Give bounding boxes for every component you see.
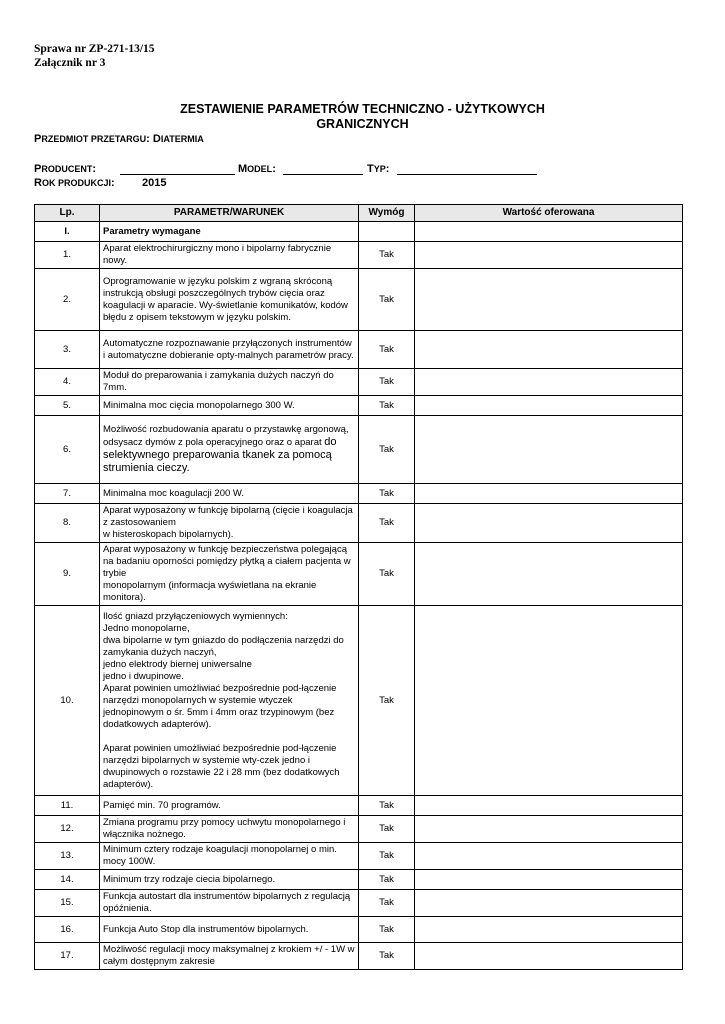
document-title	[0, 102, 725, 132]
row-number: 8.	[35, 504, 100, 543]
row-offered-value[interactable]	[415, 796, 683, 816]
row-parameter: Możliwość regulacji mocy maksymalnej z krokiem +/ - 1W w całym dostępnym zakresie	[100, 943, 359, 970]
section-row	[35, 222, 683, 242]
row-offered-value[interactable]	[415, 606, 683, 796]
row-requirement: Tak	[359, 242, 415, 269]
row-parameter-part-a: Możliwość rozbudowania aparatu o przystawkę argonową, odsysacz dymów z pola operacyjnego oraz o aparat	[103, 424, 349, 448]
row-parameter: Automatyczne rozpoznawanie przyłączonych instrumentów i automatyczne dobieranie opty-malnych parametrów pracy.	[100, 331, 359, 369]
row-number: 16.	[35, 917, 100, 943]
row-number: 17.	[35, 943, 100, 970]
row-requirement: Tak	[359, 943, 415, 970]
col-header-lp: Lp.	[35, 205, 100, 222]
table-row	[35, 870, 683, 890]
case-number: Sprawa nr ZP-271-13/15	[34, 43, 155, 55]
row-offered-value[interactable]	[415, 242, 683, 269]
row-requirement: Tak	[359, 484, 415, 504]
table-row	[35, 843, 683, 870]
row-parameter: Aparat wyposażony w funkcję bipolarną (cięcie i koagulacja z zastosowaniem w histeroskopach bipolarnych).	[100, 504, 359, 543]
production-year-field: ROK PRODUKCJI:	[34, 177, 115, 189]
row-offered-value[interactable]	[415, 870, 683, 890]
row-requirement: Tak	[359, 870, 415, 890]
row-requirement: Tak	[359, 416, 415, 484]
row-requirement: Tak	[359, 504, 415, 543]
row-offered-value[interactable]	[415, 816, 683, 843]
row-requirement: Tak	[359, 843, 415, 870]
row-requirement: Tak	[359, 816, 415, 843]
parameters-table	[34, 204, 683, 970]
producer-field: PRODUCENT:	[34, 163, 97, 175]
row-number: 1.	[35, 242, 100, 269]
table-row	[35, 796, 683, 816]
row-number: 15.	[35, 890, 100, 917]
row-requirement: Tak	[359, 331, 415, 369]
type-blank-line[interactable]	[397, 164, 537, 175]
title-line-2: GRANICZNYCH	[316, 117, 409, 131]
row-requirement: Tak	[359, 890, 415, 917]
row-parameter: Aparat elektrochirurgiczny mono i bipolarny fabrycznie nowy.	[100, 242, 359, 269]
table-row	[35, 242, 683, 269]
type-field: TYP:	[367, 163, 390, 175]
row-parameter: Funkcja Auto Stop dla instrumentów bipolarnych.	[100, 917, 359, 943]
row-number: 5.	[35, 396, 100, 416]
title-line-1: ZESTAWIENIE PARAMETRÓW TECHNICZNO - UŻYTKOWYCH	[180, 102, 545, 116]
model-blank-line[interactable]	[283, 164, 363, 175]
row-offered-value[interactable]	[415, 269, 683, 331]
attachment-number: Załącznik nr 3	[34, 57, 106, 69]
row-offered-value[interactable]	[415, 331, 683, 369]
row-offered-value[interactable]	[415, 890, 683, 917]
table-row	[35, 331, 683, 369]
row-number: 13.	[35, 843, 100, 870]
table-row	[35, 369, 683, 396]
col-header-req: Wymóg	[359, 205, 415, 222]
table-row	[35, 606, 683, 796]
row-number: 7.	[35, 484, 100, 504]
section-number: I.	[35, 222, 100, 242]
table-row	[35, 816, 683, 843]
row-parameter: Minimalna moc koagulacji 200 W.	[100, 484, 359, 504]
row-number: 11.	[35, 796, 100, 816]
row-parameter-part-b: do selektywnego preparowania tkanek za pomocą strumienia cieczy.	[103, 436, 337, 474]
row-parameter	[100, 416, 359, 484]
table-row	[35, 943, 683, 970]
table-row	[35, 543, 683, 606]
table-row	[35, 396, 683, 416]
row-parameter: Moduł do preparowania i zamykania dużych naczyń do 7mm.	[100, 369, 359, 396]
row-parameter: Minimum trzy rodzaje ciecia bipolarnego.	[100, 870, 359, 890]
row-number: 2.	[35, 269, 100, 331]
row-offered-value[interactable]	[415, 504, 683, 543]
row-parameter: Minimum cztery rodzaje koagulacji monopolarnej o min. mocy 100W.	[100, 843, 359, 870]
tender-subject: PRZEDMIOT PRZETARGU: DIATERMIA	[34, 133, 204, 145]
table-header-row	[35, 205, 683, 222]
row-requirement: Tak	[359, 606, 415, 796]
col-header-param: PARAMETR/WARUNEK	[100, 205, 359, 222]
row-number: 14.	[35, 870, 100, 890]
row-requirement: Tak	[359, 917, 415, 943]
producer-blank-line[interactable]	[120, 164, 235, 175]
row-parameter: Aparat wyposażony w funkcję bezpieczeństwa polegającą na badaniu oporności pomiędzy płytką a ciałem pacjenta w trybie monopolarnym (informacja wyświetlana na ekranie monitora).	[100, 543, 359, 606]
row-number: 4.	[35, 369, 100, 396]
case-reference	[34, 42, 155, 70]
row-offered-value[interactable]	[415, 416, 683, 484]
row-parameter: Funkcja autostart dla instrumentów bipolarnych z regulacją opóźnienia.	[100, 890, 359, 917]
row-number: 3.	[35, 331, 100, 369]
row-requirement: Tak	[359, 543, 415, 606]
row-number: 6.	[35, 416, 100, 484]
row-offered-value[interactable]	[415, 843, 683, 870]
row-offered-value[interactable]	[415, 396, 683, 416]
section-label: Parametry wymagane	[100, 222, 359, 242]
row-requirement: Tak	[359, 796, 415, 816]
row-offered-value[interactable]	[415, 943, 683, 970]
col-header-offered: Wartość oferowana	[415, 205, 683, 222]
table-row	[35, 269, 683, 331]
model-field: MODEL:	[238, 163, 276, 175]
row-requirement: Tak	[359, 369, 415, 396]
row-requirement: Tak	[359, 396, 415, 416]
table-row	[35, 504, 683, 543]
row-parameter: Oprogramowanie w języku polskim z wgraną skróconą instrukcją obsługi poszczególnych trybów cięcia oraz koagulacji w aparacie. Wy-świetlanie komunikatów, kodów błędu z opisem tekstowym w języku polskim.	[100, 269, 359, 331]
row-parameter: Minimalna moc cięcia monopolarnego 300 W.	[100, 396, 359, 416]
row-parameter: Zmiana programu przy pomocy uchwytu monopolarnego i włącznika nożnego.	[100, 816, 359, 843]
row-offered-value[interactable]	[415, 369, 683, 396]
row-offered-value[interactable]	[415, 484, 683, 504]
row-offered-value[interactable]	[415, 917, 683, 943]
row-parameter: Pamięć min. 70 programów.	[100, 796, 359, 816]
row-offered-value[interactable]	[415, 543, 683, 606]
production-year-value: 2015	[142, 177, 167, 189]
row-parameter: Ilość gniazd przyłączeniowych wymiennych: Jedno monopolarne, dwa bipolarne w tym gniazdo do podłączenia narzędzi do zamykania dużych naczyń, jedno elektrody biernej uniwersalne jedno i dwupinowe. Aparat powinien umożliwiać bezpośrednie pod-łączenie narzędzi monopolarnych w systemie wtyczek jednopinowym o śr. 5mm i 4mm oraz trzypinowym (bez dodatkowych adapterów). Aparat powinien umożliwiać bezpośrednie pod-łączenie narzędzi bipolarnych w systemie wty-czek jedno i dwupinowych o rozstawie 22 i 28 mm (bez dodatkowych adapterów).	[100, 606, 359, 796]
row-number: 9.	[35, 543, 100, 606]
table-row	[35, 890, 683, 917]
row-number: 12.	[35, 816, 100, 843]
table-row	[35, 917, 683, 943]
table-row	[35, 484, 683, 504]
table-row	[35, 416, 683, 484]
row-number: 10.	[35, 606, 100, 796]
row-requirement: Tak	[359, 269, 415, 331]
